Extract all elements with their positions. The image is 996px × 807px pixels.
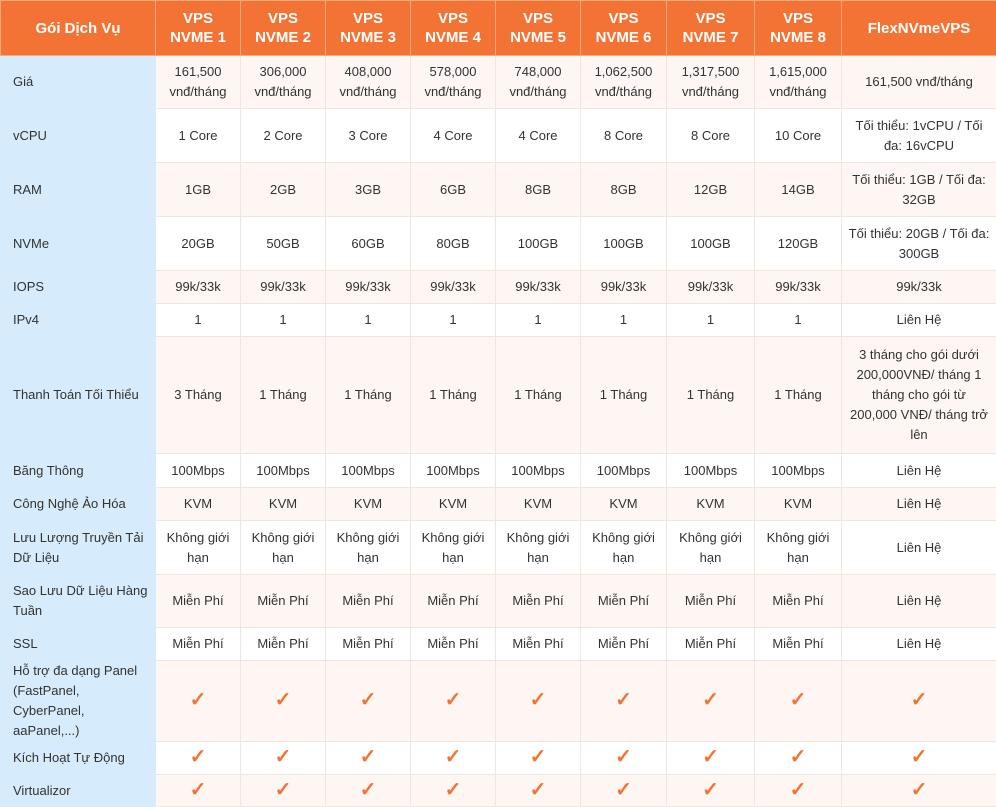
- value-cell: Miễn Phí: [667, 575, 755, 628]
- feature-cell: [842, 775, 996, 807]
- check-icon: ✓: [275, 779, 292, 801]
- row-label: Băng Thông: [1, 454, 156, 488]
- feature-cell: [581, 742, 667, 775]
- value-cell: 1: [326, 304, 411, 337]
- check-icon: ✓: [530, 689, 547, 711]
- value-cell: Miễn Phí: [667, 628, 755, 661]
- value-cell: KVM: [496, 488, 581, 521]
- check-icon: ✓: [190, 779, 207, 801]
- check-icon: ✓: [702, 746, 719, 768]
- value-cell: Không giới hạn: [156, 521, 241, 575]
- value-cell: Miễn Phí: [326, 628, 411, 661]
- table-row: [1, 775, 996, 807]
- row-label: Lưu Lượng Truyền Tải Dữ Liệu: [1, 521, 156, 575]
- table-row: [1, 109, 996, 163]
- check-icon: ✓: [702, 689, 719, 711]
- feature-cell: [156, 742, 241, 775]
- check-icon: ✓: [702, 779, 719, 801]
- feature-cell: [667, 661, 755, 742]
- value-cell: 3GB: [326, 163, 411, 217]
- value-cell: KVM: [667, 488, 755, 521]
- value-cell: Không giới hạn: [241, 521, 326, 575]
- plan-header: VPS NVME 1: [156, 1, 241, 56]
- feature-cell: [241, 742, 326, 775]
- value-cell: 2GB: [241, 163, 326, 217]
- value-cell: 100Mbps: [411, 454, 496, 488]
- header-label: Gói Dịch Vụ: [1, 1, 156, 56]
- value-cell: Miễn Phí: [496, 628, 581, 661]
- check-icon: ✓: [360, 746, 377, 768]
- table-row: [1, 337, 996, 454]
- check-icon: ✓: [190, 689, 207, 711]
- feature-cell: [581, 775, 667, 807]
- value-cell: 12GB: [667, 163, 755, 217]
- value-cell: 120GB: [755, 217, 842, 271]
- table-row: [1, 628, 996, 661]
- plan-header: VPS NVME 7: [667, 1, 755, 56]
- feature-cell: [842, 742, 996, 775]
- value-cell: KVM: [755, 488, 842, 521]
- value-cell: 100Mbps: [667, 454, 755, 488]
- plan-header: VPS NVME 2: [241, 1, 326, 56]
- value-cell: 748,000 vnđ/tháng: [496, 56, 581, 109]
- value-cell: Liên Hệ: [842, 628, 996, 661]
- value-cell: 306,000 vnđ/tháng: [241, 56, 326, 109]
- plan-header: VPS NVME 8: [755, 1, 842, 56]
- value-cell: 100Mbps: [326, 454, 411, 488]
- plan-header: VPS NVME 5: [496, 1, 581, 56]
- value-cell: Miễn Phí: [156, 628, 241, 661]
- value-cell: 1 Tháng: [241, 337, 326, 454]
- row-label: Công Nghệ Ảo Hóa: [1, 488, 156, 521]
- value-cell: 100Mbps: [755, 454, 842, 488]
- value-cell: 1: [755, 304, 842, 337]
- value-cell: 99k/33k: [842, 271, 996, 304]
- value-cell: 80GB: [411, 217, 496, 271]
- table-row: [1, 521, 996, 575]
- value-cell: 3 tháng cho gói dưới 200,000VNĐ/ tháng 1 tháng cho gói từ 200,000 VNĐ/ tháng trở lên: [842, 337, 996, 454]
- value-cell: 100Mbps: [581, 454, 667, 488]
- value-cell: Miễn Phí: [241, 575, 326, 628]
- row-label: IOPS: [1, 271, 156, 304]
- check-icon: ✓: [445, 746, 462, 768]
- value-cell: 1: [667, 304, 755, 337]
- check-icon: ✓: [911, 746, 928, 768]
- check-icon: ✓: [360, 779, 377, 801]
- check-icon: ✓: [190, 746, 207, 768]
- value-cell: 99k/33k: [156, 271, 241, 304]
- value-cell: 99k/33k: [667, 271, 755, 304]
- value-cell: Miễn Phí: [755, 575, 842, 628]
- row-label: Giá: [1, 56, 156, 109]
- value-cell: Không giới hạn: [581, 521, 667, 575]
- value-cell: 8GB: [581, 163, 667, 217]
- table-row: [1, 56, 996, 109]
- check-icon: ✓: [360, 689, 377, 711]
- value-cell: 100GB: [667, 217, 755, 271]
- value-cell: KVM: [156, 488, 241, 521]
- row-label: RAM: [1, 163, 156, 217]
- value-cell: 1: [156, 304, 241, 337]
- value-cell: 14GB: [755, 163, 842, 217]
- table-row: [1, 488, 996, 521]
- feature-cell: [326, 775, 411, 807]
- value-cell: 8 Core: [667, 109, 755, 163]
- feature-cell: [326, 742, 411, 775]
- value-cell: Không giới hạn: [496, 521, 581, 575]
- table-row: [1, 454, 996, 488]
- table-row: [1, 271, 996, 304]
- value-cell: 1 Tháng: [496, 337, 581, 454]
- value-cell: 4 Core: [411, 109, 496, 163]
- table-row: [1, 575, 996, 628]
- value-cell: 161,500 vnđ/tháng: [842, 56, 996, 109]
- value-cell: Liên Hệ: [842, 454, 996, 488]
- check-icon: ✓: [615, 746, 632, 768]
- check-icon: ✓: [790, 689, 807, 711]
- table-row: [1, 163, 996, 217]
- check-icon: ✓: [911, 779, 928, 801]
- check-icon: ✓: [530, 746, 547, 768]
- plan-header: FlexNVmeVPS: [842, 1, 996, 56]
- value-cell: 50GB: [241, 217, 326, 271]
- value-cell: Miễn Phí: [755, 628, 842, 661]
- check-icon: ✓: [911, 689, 928, 711]
- check-icon: ✓: [530, 779, 547, 801]
- feature-cell: [496, 661, 581, 742]
- value-cell: KVM: [411, 488, 496, 521]
- value-cell: 99k/33k: [581, 271, 667, 304]
- value-cell: 10 Core: [755, 109, 842, 163]
- value-cell: 1,062,500 vnđ/tháng: [581, 56, 667, 109]
- feature-cell: [755, 742, 842, 775]
- value-cell: Miễn Phí: [326, 575, 411, 628]
- value-cell: 1 Core: [156, 109, 241, 163]
- value-cell: 578,000 vnđ/tháng: [411, 56, 496, 109]
- row-label: SSL: [1, 628, 156, 661]
- value-cell: Miễn Phí: [581, 575, 667, 628]
- value-cell: 1 Tháng: [755, 337, 842, 454]
- feature-cell: [581, 661, 667, 742]
- value-cell: Miễn Phí: [581, 628, 667, 661]
- value-cell: Miễn Phí: [496, 575, 581, 628]
- table-row: [1, 304, 996, 337]
- value-cell: 8GB: [496, 163, 581, 217]
- value-cell: 8 Core: [581, 109, 667, 163]
- feature-cell: [842, 661, 996, 742]
- value-cell: Miễn Phí: [411, 628, 496, 661]
- value-cell: 6GB: [411, 163, 496, 217]
- feature-cell: [241, 775, 326, 807]
- value-cell: Không giới hạn: [667, 521, 755, 575]
- value-cell: 99k/33k: [496, 271, 581, 304]
- check-icon: ✓: [790, 746, 807, 768]
- feature-cell: [667, 742, 755, 775]
- feature-cell: [156, 775, 241, 807]
- feature-cell: [411, 742, 496, 775]
- value-cell: Liên Hệ: [842, 575, 996, 628]
- plan-header: VPS NVME 4: [411, 1, 496, 56]
- value-cell: 1,317,500 vnđ/tháng: [667, 56, 755, 109]
- value-cell: 100Mbps: [496, 454, 581, 488]
- feature-cell: [755, 775, 842, 807]
- value-cell: 2 Core: [241, 109, 326, 163]
- row-label: Kích Hoạt Tự Động: [1, 742, 156, 775]
- check-icon: ✓: [275, 746, 292, 768]
- value-cell: 4 Core: [496, 109, 581, 163]
- value-cell: Không giới hạn: [326, 521, 411, 575]
- value-cell: 100GB: [496, 217, 581, 271]
- feature-cell: [496, 742, 581, 775]
- value-cell: 3 Core: [326, 109, 411, 163]
- value-cell: 1 Tháng: [326, 337, 411, 454]
- value-cell: KVM: [241, 488, 326, 521]
- feature-cell: [411, 661, 496, 742]
- value-cell: Miễn Phí: [156, 575, 241, 628]
- value-cell: 99k/33k: [241, 271, 326, 304]
- check-icon: ✓: [445, 689, 462, 711]
- value-cell: 1GB: [156, 163, 241, 217]
- value-cell: 1,615,000 vnđ/tháng: [755, 56, 842, 109]
- row-label: vCPU: [1, 109, 156, 163]
- value-cell: Liên Hệ: [842, 304, 996, 337]
- value-cell: Miễn Phí: [411, 575, 496, 628]
- value-cell: 99k/33k: [411, 271, 496, 304]
- feature-cell: [326, 661, 411, 742]
- check-icon: ✓: [615, 779, 632, 801]
- row-label: IPv4: [1, 304, 156, 337]
- feature-cell: [411, 775, 496, 807]
- value-cell: 20GB: [156, 217, 241, 271]
- value-cell: Không giới hạn: [411, 521, 496, 575]
- row-label: Thanh Toán Tối Thiểu: [1, 337, 156, 454]
- value-cell: 100GB: [581, 217, 667, 271]
- table-row: [1, 742, 996, 775]
- value-cell: Miễn Phí: [241, 628, 326, 661]
- table-row: [1, 661, 996, 742]
- feature-cell: [496, 775, 581, 807]
- value-cell: 3 Tháng: [156, 337, 241, 454]
- value-cell: Không giới hạn: [755, 521, 842, 575]
- feature-cell: [156, 661, 241, 742]
- plan-header: VPS NVME 6: [581, 1, 667, 56]
- value-cell: 161,500 vnđ/tháng: [156, 56, 241, 109]
- value-cell: 1 Tháng: [667, 337, 755, 454]
- value-cell: Tối thiểu: 1GB / Tối đa: 32GB: [842, 163, 996, 217]
- check-icon: ✓: [445, 779, 462, 801]
- value-cell: 1: [496, 304, 581, 337]
- check-icon: ✓: [790, 779, 807, 801]
- feature-cell: [241, 661, 326, 742]
- value-cell: 1: [411, 304, 496, 337]
- value-cell: Tối thiểu: 1vCPU / Tối đa: 16vCPU: [842, 109, 996, 163]
- feature-cell: [667, 775, 755, 807]
- header-row: [1, 1, 996, 56]
- check-icon: ✓: [615, 689, 632, 711]
- check-icon: ✓: [275, 689, 292, 711]
- value-cell: Tối thiểu: 20GB / Tối đa: 300GB: [842, 217, 996, 271]
- value-cell: 1 Tháng: [581, 337, 667, 454]
- value-cell: 100Mbps: [156, 454, 241, 488]
- value-cell: Liên Hệ: [842, 521, 996, 575]
- value-cell: 100Mbps: [241, 454, 326, 488]
- value-cell: 1: [581, 304, 667, 337]
- row-label: Hỗ trợ đa dạng Panel (FastPanel, CyberPanel, aaPanel,...): [1, 661, 156, 742]
- value-cell: 99k/33k: [326, 271, 411, 304]
- table-row: [1, 217, 996, 271]
- plan-header: VPS NVME 3: [326, 1, 411, 56]
- value-cell: 60GB: [326, 217, 411, 271]
- value-cell: 99k/33k: [755, 271, 842, 304]
- value-cell: 1: [241, 304, 326, 337]
- row-label: Virtualizor: [1, 775, 156, 807]
- feature-cell: [755, 661, 842, 742]
- row-label: NVMe: [1, 217, 156, 271]
- value-cell: Liên Hệ: [842, 488, 996, 521]
- value-cell: 1 Tháng: [411, 337, 496, 454]
- row-label: Sao Lưu Dữ Liệu Hàng Tuần: [1, 575, 156, 628]
- value-cell: KVM: [326, 488, 411, 521]
- value-cell: KVM: [581, 488, 667, 521]
- value-cell: 408,000 vnđ/tháng: [326, 56, 411, 109]
